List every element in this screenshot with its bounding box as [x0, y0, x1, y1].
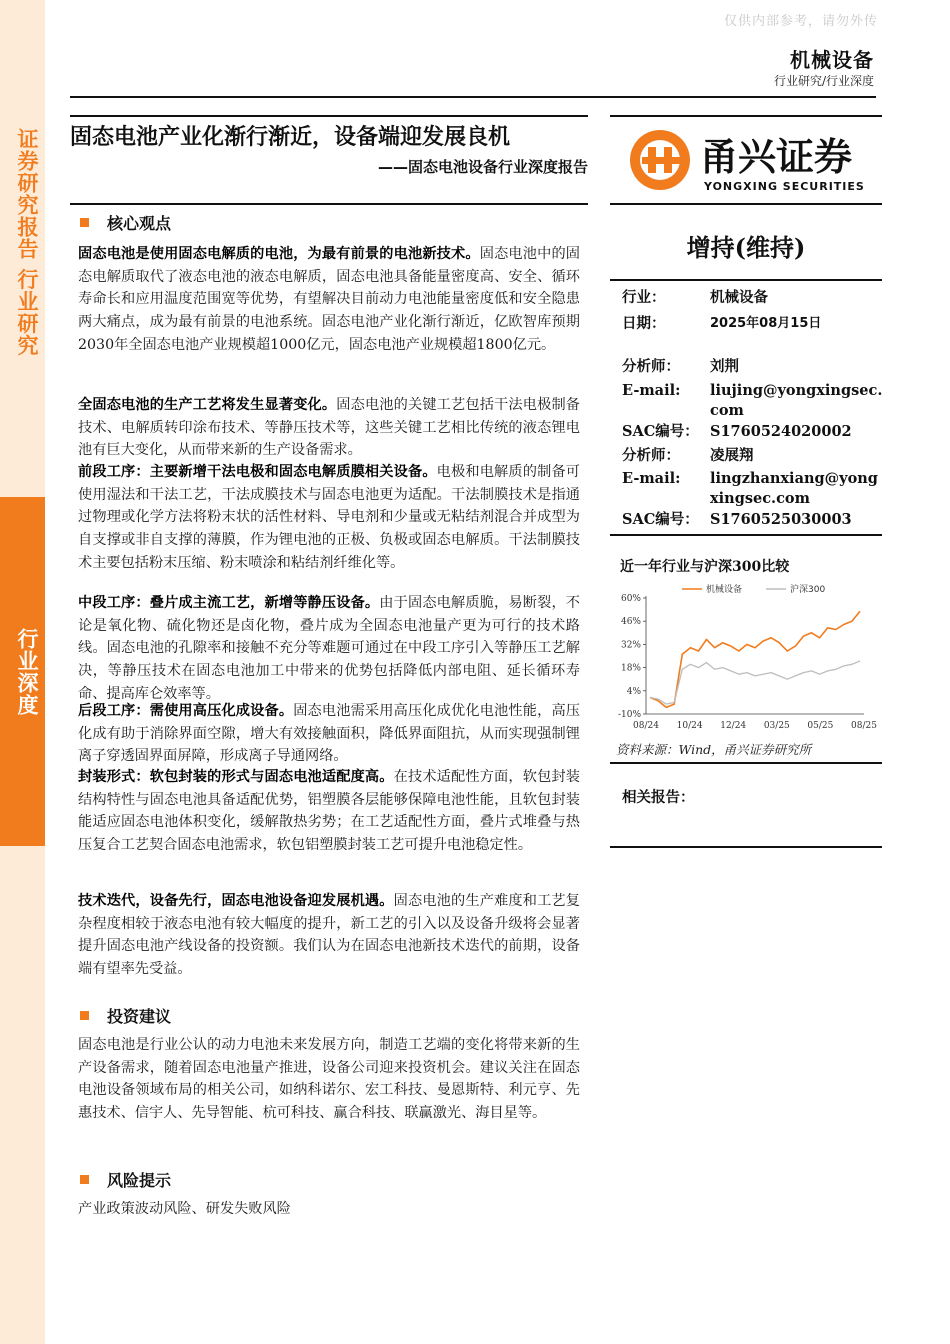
chart-bottom-rule [610, 762, 882, 764]
header-report-type: 行业研究/行业深度 [773, 74, 874, 88]
header-divider [70, 96, 876, 98]
core-paragraph-1: 固态电池是使用固态电解质的电池，为最有前景的电池新技术。固态电池中的固态电解质取代了液态电池的液态电解质，固态电池具备能量密度高、安全、循环寿命长和应用温度范围宽等优势，有望解决目前动力电池能量密度低和安全隐患两大痛点，成为最有前景的电池系统。固态电池产业化渐行渐近，亿欧智库预期2030年全固态电池产业规模超1000亿元，固态电池产业规模超1800亿元。 [78, 246, 580, 353]
x-tick-label: 05/25 [807, 721, 834, 731]
watermark: 仅供内部参考，请勿外传 [723, 14, 878, 29]
page-subtitle: ——固态电池设备行业深度报告 [377, 158, 588, 176]
core-paragraph-2: 全固态电池的生产工艺将发生显著变化。固态电池的关键工艺包括干法电极制备技术、电解质转印涂布技术、等静压技术等，这些关键工艺相比传统的液态锂电池有巨大变化，从而带来新的生产设备需求。 [78, 397, 580, 459]
bullet-square-icon [80, 1011, 89, 1020]
title-bottom-rule [70, 203, 588, 205]
core-paragraph-4: 中段工序：叠片成主流工艺，新增等静压设备。由于固态电解质脆，易断裂，不论是氧化物、硫化物还是卤化物，叠片成为全固态电池量产更为可行的技术路线。固态电池的孔隙率和接触不充分等难题可通过在中段工序引入等静压工艺解决，等静压技术在固态电池加工中带来的优势包括降低内部电阻、延长循环寿命、提高库仑效率等。 [78, 595, 580, 702]
sidebar-report-label: 证券研究报告 行业研究 [15, 128, 39, 357]
chart-source: 资料来源：Wind，甬兴证券研究所 [616, 742, 812, 757]
chart-title: 近一年行业与沪深300比较 [620, 559, 790, 575]
header-industry: 机械设备 [790, 48, 874, 72]
series-line-csi300 [650, 661, 860, 704]
section-invest-heading: 投资建议 [80, 1004, 171, 1027]
invest-paragraph: 固态电池是行业公认的动力电池未来发展方向，制造工艺端的变化将带来新的生产设备需求，随着固态电池量产推进，设备公司迎来投资机会。建议关注在固态电池设备领域布局的相关公司，如纳科诺尔、宏工科技、曼恩斯特、利元亨、先惠技术、信宇人、先导智能、杭可科技、赢合科技、联赢激光、海目星等。 [78, 1037, 580, 1122]
info-bottom-rule [610, 534, 882, 536]
x-tick-label: 08/24 [633, 721, 659, 731]
brand-name-cn: 甬兴证券 [700, 135, 853, 179]
y-tick-label: 46% [620, 617, 641, 628]
x-tick-label: 12/24 [720, 721, 747, 731]
sidebar-type-label: 行业深度 [15, 628, 39, 716]
brand-logo [628, 128, 878, 198]
brand-logo-icon [628, 128, 878, 198]
related-reports-label: 相关报告： [622, 789, 695, 806]
y-tick-label: 4% [626, 686, 641, 697]
right-top-rule [610, 115, 882, 117]
x-tick-label: 08/25 [851, 721, 877, 731]
legend-label: 机械设备 [706, 585, 743, 595]
x-tick-label: 03/25 [763, 721, 790, 731]
core-paragraph-3: 前段工序：主要新增干法电极和固态电解质膜相关设备。电极和电解质的制备可使用湿法和干法工艺，干法成膜技术与固态电池更为适配。干法制膜技术是指通过物理或化学方法将粉末状的活性材料、导电剂和少量或无粘结剂混合并成型为自支撑或非自支撑的薄膜，作为锂电池的正极、负极或固态电解质。干法制膜技术主要包括粉末压缩、粉末喷涂和粘结剂纤维化等。 [78, 464, 580, 571]
core-paragraph-7: 技术迭代，设备先行，固态电池设备迎发展机遇。固态电池的生产难度和工艺复杂程度相较于液态电池有较大幅度的提升，新工艺的引入以及设备升级将会显著提升固态电池产线设备的投资额。我们认为在固态电池新技术迭代的前期，设备端有望率先受益。 [78, 893, 580, 978]
section-core-heading: 核心观点 [80, 211, 171, 234]
risk-paragraph: 产业政策波动风险、研发失败风险 [78, 1201, 291, 1217]
y-tick-label: 60% [620, 594, 641, 604]
bullet-square-icon [80, 218, 89, 227]
brand-name-en: YONGXING SECURITIES [704, 180, 865, 193]
comparison-chart [612, 580, 880, 736]
series-line-industry [650, 611, 860, 707]
y-tick-label: -10% [617, 710, 641, 720]
page-title: 固态电池产业化渐行渐近，设备端迎发展良机 [70, 125, 511, 150]
core-paragraph-6: 封装形式：软包封装的形式与固态电池适配度高。在技术适配性方面，软包封装结构特性与固态电池具备适配优势，铝塑膜各层能够保障电池性能，且软包封装能适应固态电池体积变化，缓解散热劣势；在工艺适配性方面，叠片式堆叠与热压复合工艺契合固态电池需求，软包铝塑膜封装工艺可提升电池稳定性。 [78, 769, 580, 854]
rating: 增持(维持) [686, 233, 806, 262]
section-risk-heading: 风险提示 [80, 1168, 171, 1191]
y-tick-label: 32% [620, 640, 641, 651]
title-top-rule [70, 115, 588, 117]
bullet-square-icon [80, 1175, 89, 1184]
legend-label: 沪深300 [790, 585, 826, 595]
rating-rule [610, 279, 882, 281]
y-tick-label: 18% [620, 663, 641, 674]
x-tick-label: 10/24 [676, 721, 703, 731]
related-bottom-rule [610, 846, 882, 848]
logo-bottom-rule [610, 203, 882, 205]
core-paragraph-5: 后段工序：需使用高压化成设备。固态电池需采用高压化成优化电池性能，高压化成有助于消除界面空隙，增大有效接触面积，降低界面阻抗，从而实现强制锂离子穿透固界面屏障，形成离子导通网络。 [78, 703, 580, 765]
